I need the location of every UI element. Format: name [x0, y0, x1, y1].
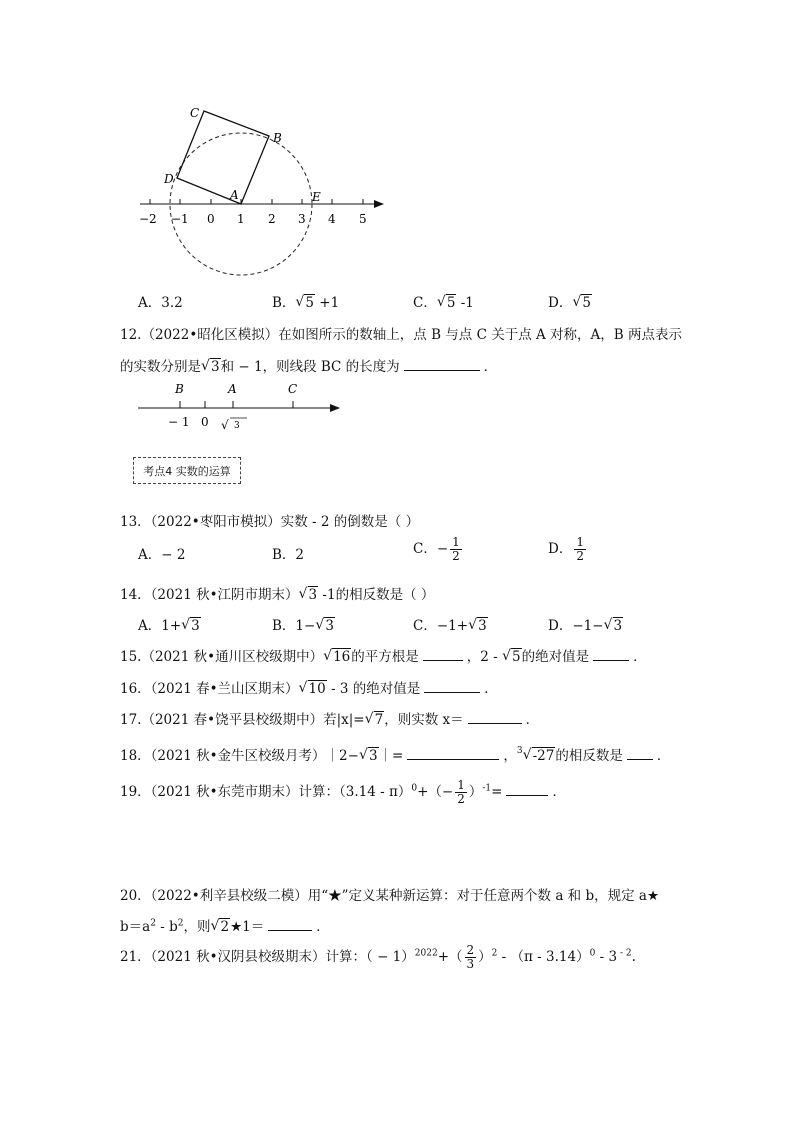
- point-label-b: B: [175, 382, 184, 396]
- point-label-d: D: [164, 172, 174, 186]
- tick-label-sqrt3: 3: [234, 421, 240, 431]
- tick-label: −1: [171, 212, 189, 226]
- q19-stem: 19．（2021 秋•东莞市期末）计算：（3.14 - π）$^0$+（− $\frac{1}{2}$ ）$^{-1}$= ．: [120, 778, 566, 806]
- q14-option-d: D．−1−√ 3: [548, 614, 623, 634]
- tick-label: −2: [139, 212, 157, 226]
- q20-stem-line2: $b=a^2 - b^2$，则√ 2★1＝ ．: [120, 915, 330, 935]
- tick-label: 4: [328, 212, 336, 226]
- tick-label-minus-one: − 1: [168, 415, 190, 429]
- sqrt-symbol: √: [221, 418, 229, 432]
- axis-ticks: [150, 199, 363, 204]
- tick-label: 3: [298, 212, 306, 226]
- q16-stem: 16．（2021 春•兰山区期末）√ 10 - 3 的绝对值是 ．: [120, 677, 498, 697]
- q14-option-c: C．−1+√ 3: [413, 614, 488, 634]
- point-label-a: A: [228, 382, 237, 396]
- q13-option-c: C．− $\frac{1}{2}$: [413, 535, 460, 563]
- point-label-b: B: [273, 131, 282, 145]
- q11-option-c: C．√ 5 -1: [413, 291, 474, 311]
- q13-option-b: B．2: [272, 547, 305, 563]
- q14-option-a: A．1+√ 3: [138, 614, 201, 634]
- q20-stem-line1: 20．（2022•利辛县校级二模）用“★”定义某种新运算：对于任意两个数 a 和 b，规定 a★: [120, 888, 660, 904]
- q12-stem-line1: 12.（2022•昭化区模拟）在如图所示的数轴上，点 B 与点 C 关于点 A 对称，A，B 两点表示: [120, 327, 682, 343]
- section-heading-box: 考点4 实数的运算: [133, 457, 241, 484]
- axis-arrow: [330, 404, 340, 412]
- point-label-c: C: [190, 106, 200, 120]
- q17-stem: 17.（2021 春•饶平县校级期中）若|x|=√ 7，则实数 x＝ ．: [120, 708, 539, 728]
- q13-stem: 13．（2022•枣阳市模拟）实数 - 2 的倒数是（ ）: [120, 514, 420, 530]
- tick-label: 5: [359, 212, 367, 226]
- point-label-e: E: [312, 190, 321, 204]
- q13-option-d: D． $\frac{1}{2}$: [548, 535, 584, 563]
- tick-label: 2: [268, 212, 276, 226]
- q11-option-d: D．√ 5: [548, 291, 592, 311]
- tick-label: 1: [237, 212, 245, 226]
- axis-ticks: [180, 401, 293, 408]
- point-label-c: C: [288, 382, 298, 396]
- q21-stem: 21．（2021 秋•汉阴县校级期末）计算：（ − 1）$^{2022}$+（ $\frac{2}{3}$ ）$^2$ - （π - 3.14）$^0$ - 3 $^{- 2}$.: [120, 943, 636, 971]
- q14-option-b: B．1−√ 3: [272, 614, 335, 634]
- q18-stem: 18．（2021 秋•金牛区校级月考）｜2−√ 3｜= ，$^3$√ -27的相反数是 ．: [120, 744, 670, 764]
- q11-option-a: A．3.2: [138, 295, 183, 311]
- axis-arrow: [374, 200, 384, 208]
- q13-option-a: A．− 2: [138, 547, 186, 563]
- tick-label-zero: 0: [201, 415, 209, 429]
- figure-number-line-abc: [135, 378, 350, 436]
- point-label-a: A: [230, 188, 239, 202]
- figure-square-circle-number-line: [130, 95, 400, 285]
- q14-stem: 14．（2021 秋•江阴市期末）√ 3 -1的相反数是（ ）: [120, 583, 434, 603]
- tick-label: 0: [207, 212, 215, 226]
- q15-stem: 15.（2021 秋•通川区校级期中）√ 16的平方根是 ，2 - √ 5的绝对值是 ．: [120, 645, 647, 665]
- square-abcd: [177, 111, 269, 204]
- q12-stem-line2: 的实数分别是√ 3和 − 1，则线段 BC 的长度为 ．: [120, 355, 497, 375]
- q11-option-b: B．√ 5 +1: [272, 291, 339, 311]
